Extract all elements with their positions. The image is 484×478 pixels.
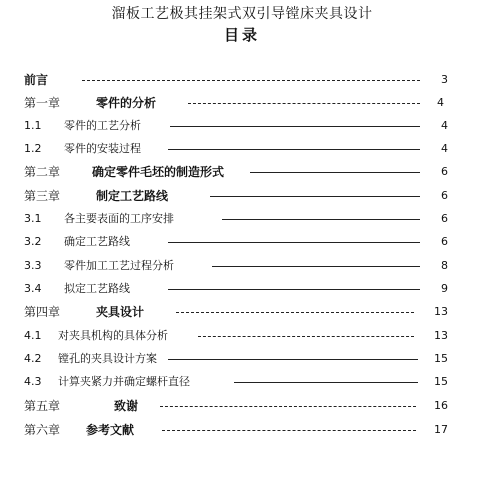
toc-entry-chapter-1[interactable] (0, 93, 484, 113)
toc-entry-section-1-2[interactable] (0, 139, 484, 159)
toc-entry-chapter-2[interactable] (0, 162, 484, 182)
toc-entry-page: 15 (434, 375, 448, 388)
toc-leader (250, 172, 420, 173)
toc-leader (222, 219, 420, 220)
toc-entry-section-3-1[interactable] (0, 209, 484, 229)
toc-leader (160, 406, 416, 407)
toc-entry-page: 17 (434, 423, 448, 436)
toc-entry-number: 3.1 (24, 212, 42, 225)
toc-entry-page: 13 (434, 329, 448, 342)
toc-entry-title: 零件的分析 (96, 96, 157, 110)
toc-entry-page: 6 (441, 212, 448, 225)
toc-entry-number: 4.1 (24, 329, 42, 342)
toc-entry-title: 确定零件毛坯的制造形式 (92, 165, 225, 179)
toc-entry-preface[interactable] (0, 70, 484, 90)
toc-entry-section-4-3[interactable] (0, 372, 484, 392)
toc-entry-section-3-2[interactable] (0, 232, 484, 252)
toc-entry-title: 拟定工艺路线 (64, 282, 130, 295)
toc-leader (234, 382, 418, 383)
toc-entry-title: 确定工艺路线 (64, 235, 130, 248)
toc-entry-section-4-1[interactable] (0, 326, 484, 346)
toc-entry-number: 4.2 (24, 352, 42, 365)
toc-leader (168, 149, 420, 150)
toc-entry-number: 第二章 (24, 165, 61, 179)
toc-entry-page: 8 (441, 259, 448, 272)
toc-entry-section-4-2[interactable] (0, 349, 484, 369)
toc-entry-title: 镗孔的夹具设计方案 (58, 352, 157, 365)
toc-entry-page: 9 (441, 282, 448, 295)
toc-entry-page: 3 (441, 73, 448, 86)
toc-leader (162, 430, 416, 431)
toc-entry-chapter-4[interactable] (0, 302, 484, 322)
toc-entry-title: 参考文献 (86, 423, 135, 437)
toc-entry-chapter-3[interactable] (0, 186, 484, 206)
toc-leader (198, 336, 414, 337)
toc-leader (212, 266, 420, 267)
toc-leader (170, 126, 420, 127)
toc-entry-chapter-5[interactable] (0, 396, 484, 416)
toc-entry-title: 零件的工艺分析 (64, 119, 141, 132)
toc-entry-title: 致谢 (114, 399, 139, 413)
toc-entry-page: 6 (441, 235, 448, 248)
toc-entry-number: 第五章 (24, 399, 61, 413)
toc-entry-page: 16 (434, 399, 448, 412)
toc-entry-number: 4.3 (24, 375, 42, 388)
toc-leader (176, 312, 414, 313)
toc-entry-page: 4 (437, 96, 444, 109)
toc-leader (188, 103, 420, 104)
toc-entry-page: 4 (441, 119, 448, 132)
toc-entry-title: 计算夹紧力并确定螺杆直径 (58, 375, 190, 388)
toc-entry-number: 第一章 (24, 96, 61, 110)
toc-entry-title: 零件加工工艺过程分析 (64, 259, 174, 272)
toc-entry-chapter-6[interactable] (0, 420, 484, 440)
toc-entry-section-3-3[interactable] (0, 256, 484, 276)
toc-entry-page: 13 (434, 305, 448, 318)
toc-entry-number: 第三章 (24, 189, 61, 203)
toc-entry-number: 1.2 (24, 142, 42, 155)
toc-entry-title: 零件的安装过程 (64, 142, 141, 155)
toc-entry-number: 3.3 (24, 259, 42, 272)
toc-entry-page: 6 (441, 165, 448, 178)
toc-entry-title: 对夹具机构的具体分析 (58, 329, 168, 342)
toc-entry-page: 4 (441, 142, 448, 155)
document-title: 溜板工艺极其挂架式双引导镗床夹具设计 (111, 6, 373, 22)
toc-heading: 目录 (223, 26, 260, 44)
toc-entry-number: 3.2 (24, 235, 42, 248)
toc-entry-title: 各主要表面的工序安排 (64, 212, 174, 225)
toc-entry-number: 第四章 (24, 305, 61, 319)
toc-entry-section-1-1[interactable] (0, 116, 484, 136)
toc-entry-page: 15 (434, 352, 448, 365)
toc-leader (168, 289, 420, 290)
toc-entry-number: 第六章 (24, 423, 61, 437)
toc-entry-number: 3.4 (24, 282, 42, 295)
toc-leader (82, 80, 420, 81)
toc-entry-section-3-4[interactable] (0, 279, 484, 299)
toc-leader (168, 242, 420, 243)
toc-entry-title: 前言 (24, 73, 49, 87)
toc-leader (168, 359, 418, 360)
toc-entry-title: 夹具设计 (96, 305, 145, 319)
toc-leader (210, 196, 420, 197)
toc-entry-number: 1.1 (24, 119, 42, 132)
toc-entry-title: 制定工艺路线 (96, 189, 169, 203)
toc-entry-page: 6 (441, 189, 448, 202)
